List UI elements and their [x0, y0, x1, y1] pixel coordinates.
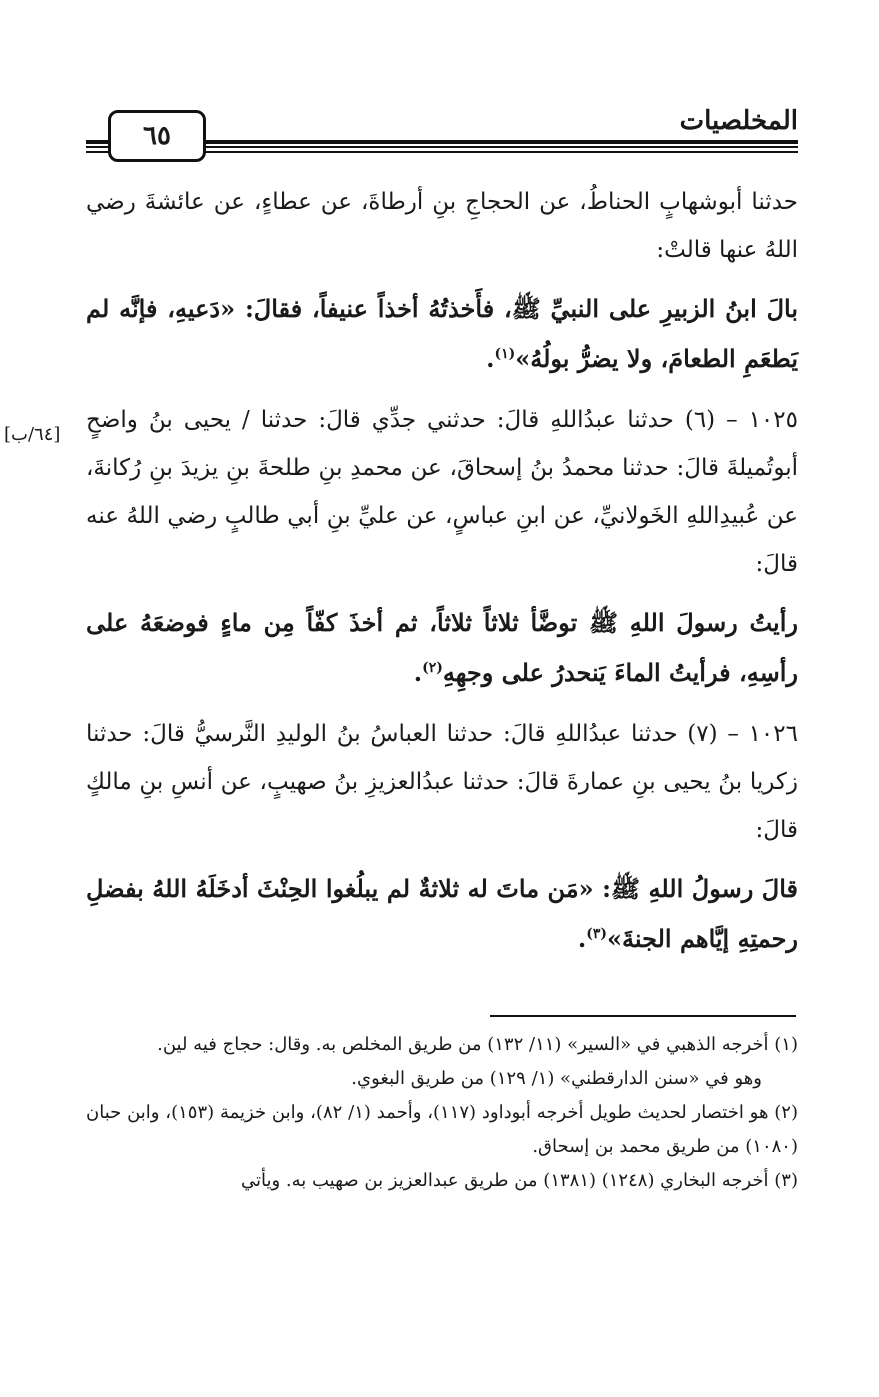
footnote-ref: (٣) [586, 926, 607, 942]
main-text [86, 178, 798, 976]
footnote: (١) أخرجه الذهبي في «السير» (١١/ ١٣٢) من طريق المخلص به. وقال: حجاج فيه لين. [157, 1034, 798, 1055]
hadith-text: بالَ ابنُ الزبيرِ على النبيِّ ﷺ، فأَخذتُهُ أخذاً عنيفاً، فقالَ: «دَعيهِ، فإنَّه لم يَطعَمِ الطعامَ، ولا يضرُّ بولُهُ»$^{(١)}$. [86, 294, 798, 373]
hadith-text: رأيتُ رسولَ اللهِ ﷺ توضَّأ ثلاثاً ثلاثاً، ثم أخذَ كفّاً مِن ماءٍ فوضعَهُ على رأسِهِ، فرأيتُ الماءَ يَنحدرُ على وجهِهِ$^{(٢)}$. [86, 608, 798, 687]
chain-of-narration: ١٠٢٦ – (٧) حدثنا عبدُاللهِ قالَ: حدثنا العباسُ بنُ الوليدِ النَّرسيُّ قالَ: حدثنا زكريا بنُ يحيى بنِ عمارةَ قالَ: حدثنا عبدُالعزيزِ بنُ صهيبٍ، عن أنسِ بنِ مالكٍ قالَ: [86, 721, 798, 843]
chain-of-narration: ١٠٢٥ – (٦) حدثنا عبدُاللهِ قالَ: حدثني جدِّي قالَ: حدثنا / يحيى بنُ واضحٍ أبوتُميلةَ قالَ: حدثنا محمدُ بنُ إسحاقَ، عن محمدِ بنِ طلحةَ بنِ يزيدَ بنِ رُكانةَ، عن عُبيدِاللهِ الخَولانيِّ، عن ابنِ عباسٍ، عن عليِّ بنِ أبي طالبٍ رضي اللهُ عنه قالَ: [86, 407, 798, 577]
book-title: المخلصيات [679, 106, 798, 136]
page-number-box [108, 110, 206, 162]
footnote: (٣) أخرجه البخاري (١٢٤٨) (١٣٨١) من طريق عبدالعزيز بن صهيب به. ويأتي [240, 1170, 798, 1191]
footnote: (٢) هو اختصار لحديث طويل أخرجه أبوداود (١١٧)، وأحمد (١/ ٨٢)، وابن خزيمة (١٥٣)، وابن حبان (١٠٨٠) من طريق محمد بن إسحاق. [86, 1102, 798, 1157]
page-number: ٦٥ [143, 121, 171, 151]
footnote-separator [490, 1015, 796, 1017]
page-header [86, 100, 798, 164]
footnote-ref: (٢) [422, 660, 443, 676]
chain-of-narration: حدثنا أبوشهابٍ الحناطُ، عن الحجاجِ بنِ أرطاةَ، عن عطاءٍ، عن عائشةَ رضي اللهُ عنها قالتْ: [86, 189, 798, 263]
hadith-text: قالَ رسولُ اللهِ ﷺ: «مَن ماتَ له ثلاثةٌ لم يبلُغوا الحِنْثَ أدخَلَهُ اللهُ بفضلِ رحمتِهِ إيَّاهم الجنةَ»$^{(٣)}$. [86, 874, 798, 953]
footnotes [86, 1028, 798, 1198]
manuscript-folio-note: [٦٤/ب] [4, 424, 61, 445]
footnote-ref: (١) [494, 346, 516, 362]
footnote-continuation: وهو في «سنن الدارقطني» (١/ ١٢٩) من طريق البغوي. [351, 1068, 762, 1089]
